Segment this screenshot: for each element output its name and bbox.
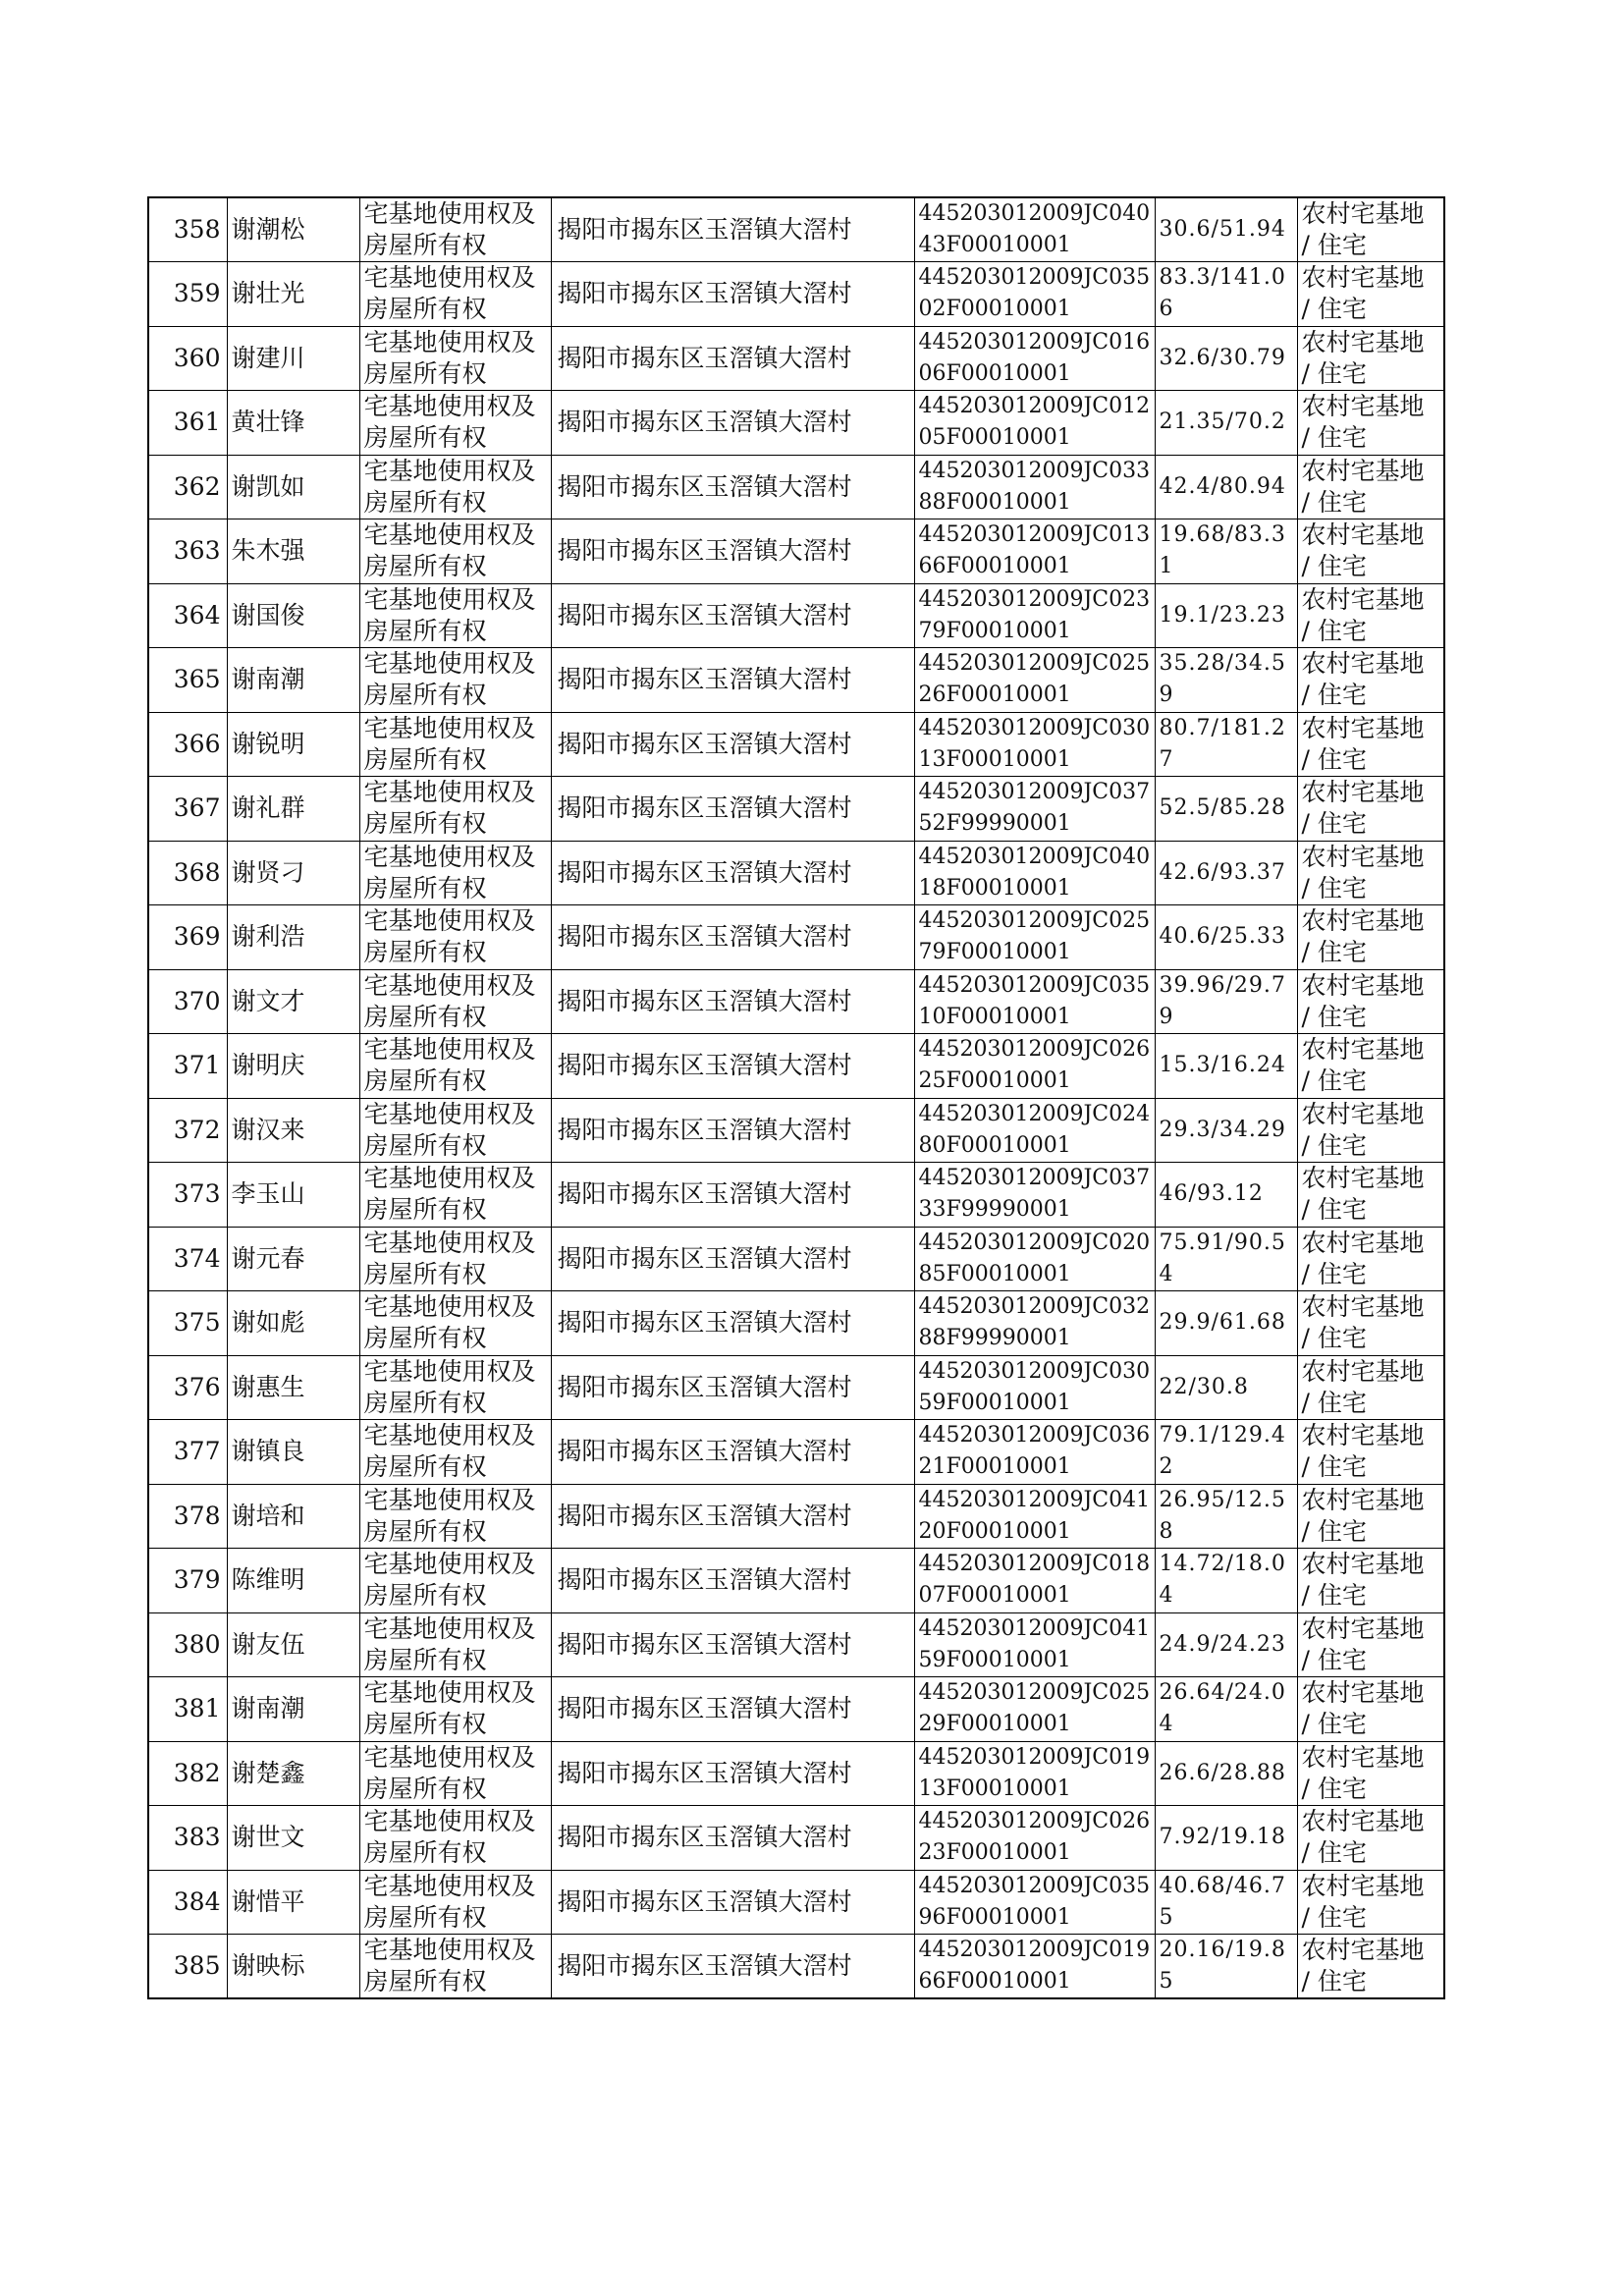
land-use: 农村宅基地 / 住宅 bbox=[1297, 197, 1444, 262]
area-value: 24.9/24.23 bbox=[1155, 1612, 1297, 1677]
table-row bbox=[148, 1870, 1444, 1935]
right-type: 宅基地使用权及房屋所有权 bbox=[359, 519, 551, 584]
area-value: 79.1/129.42 bbox=[1155, 1420, 1297, 1485]
owner-name: 陈维明 bbox=[227, 1549, 359, 1613]
row-number: 359 bbox=[148, 262, 227, 327]
owner-name: 谢明庆 bbox=[227, 1034, 359, 1099]
table-row bbox=[148, 326, 1444, 391]
unit-code: 445203012009JC01913F00010001 bbox=[914, 1741, 1155, 1806]
area-value: 26.6/28.88 bbox=[1155, 1741, 1297, 1806]
location: 揭阳市揭东区玉滘镇大滘村 bbox=[551, 1870, 914, 1935]
owner-name: 谢建川 bbox=[227, 326, 359, 391]
right-type: 宅基地使用权及房屋所有权 bbox=[359, 1741, 551, 1806]
row-number: 385 bbox=[148, 1935, 227, 1999]
owner-name: 谢礼群 bbox=[227, 777, 359, 842]
area-value: 29.9/61.68 bbox=[1155, 1291, 1297, 1356]
right-type: 宅基地使用权及房屋所有权 bbox=[359, 905, 551, 970]
location: 揭阳市揭东区玉滘镇大滘村 bbox=[551, 583, 914, 648]
unit-code: 445203012009JC03752F99990001 bbox=[914, 777, 1155, 842]
right-type: 宅基地使用权及房屋所有权 bbox=[359, 262, 551, 327]
land-use: 农村宅基地 / 住宅 bbox=[1297, 455, 1444, 519]
row-number: 374 bbox=[148, 1227, 227, 1291]
area-value: 26.64/24.04 bbox=[1155, 1677, 1297, 1742]
right-type: 宅基地使用权及房屋所有权 bbox=[359, 455, 551, 519]
land-use: 农村宅基地 / 住宅 bbox=[1297, 1098, 1444, 1163]
table-row bbox=[148, 1034, 1444, 1099]
area-value: 19.1/23.23 bbox=[1155, 583, 1297, 648]
location: 揭阳市揭东区玉滘镇大滘村 bbox=[551, 1420, 914, 1485]
owner-name: 谢壮光 bbox=[227, 262, 359, 327]
row-number: 377 bbox=[148, 1420, 227, 1485]
table-row bbox=[148, 1549, 1444, 1613]
right-type: 宅基地使用权及房屋所有权 bbox=[359, 1291, 551, 1356]
area-value: 80.7/181.27 bbox=[1155, 712, 1297, 777]
table-row bbox=[148, 777, 1444, 842]
unit-code: 445203012009JC01366F00010001 bbox=[914, 519, 1155, 584]
unit-code: 445203012009JC04159F00010001 bbox=[914, 1612, 1155, 1677]
area-value: 22/30.8 bbox=[1155, 1355, 1297, 1420]
registration-table bbox=[147, 196, 1445, 1999]
area-value: 21.35/70.2 bbox=[1155, 391, 1297, 456]
table-row bbox=[148, 1935, 1444, 1999]
unit-code: 445203012009JC04043F00010001 bbox=[914, 197, 1155, 262]
right-type: 宅基地使用权及房屋所有权 bbox=[359, 1806, 551, 1871]
owner-name: 黄壮锋 bbox=[227, 391, 359, 456]
location: 揭阳市揭东区玉滘镇大滘村 bbox=[551, 1612, 914, 1677]
location: 揭阳市揭东区玉滘镇大滘村 bbox=[551, 391, 914, 456]
area-value: 83.3/141.06 bbox=[1155, 262, 1297, 327]
location: 揭阳市揭东区玉滘镇大滘村 bbox=[551, 841, 914, 905]
area-value: 20.16/19.85 bbox=[1155, 1935, 1297, 1999]
location: 揭阳市揭东区玉滘镇大滘村 bbox=[551, 648, 914, 713]
owner-name: 朱木强 bbox=[227, 519, 359, 584]
location: 揭阳市揭东区玉滘镇大滘村 bbox=[551, 1741, 914, 1806]
row-number: 371 bbox=[148, 1034, 227, 1099]
location: 揭阳市揭东区玉滘镇大滘村 bbox=[551, 455, 914, 519]
right-type: 宅基地使用权及房屋所有权 bbox=[359, 777, 551, 842]
unit-code: 445203012009JC03510F00010001 bbox=[914, 969, 1155, 1034]
row-number: 379 bbox=[148, 1549, 227, 1613]
row-number: 367 bbox=[148, 777, 227, 842]
right-type: 宅基地使用权及房屋所有权 bbox=[359, 1098, 551, 1163]
owner-name: 李玉山 bbox=[227, 1163, 359, 1228]
land-use: 农村宅基地 / 住宅 bbox=[1297, 1741, 1444, 1806]
unit-code: 445203012009JC03733F99990001 bbox=[914, 1163, 1155, 1228]
area-value: 19.68/83.31 bbox=[1155, 519, 1297, 584]
land-use: 农村宅基地 / 住宅 bbox=[1297, 1484, 1444, 1549]
owner-name: 谢培和 bbox=[227, 1484, 359, 1549]
area-value: 7.92/19.18 bbox=[1155, 1806, 1297, 1871]
right-type: 宅基地使用权及房屋所有权 bbox=[359, 1870, 551, 1935]
right-type: 宅基地使用权及房屋所有权 bbox=[359, 712, 551, 777]
row-number: 384 bbox=[148, 1870, 227, 1935]
table-row bbox=[148, 583, 1444, 648]
owner-name: 谢锐明 bbox=[227, 712, 359, 777]
right-type: 宅基地使用权及房屋所有权 bbox=[359, 841, 551, 905]
land-use: 农村宅基地 / 住宅 bbox=[1297, 712, 1444, 777]
right-type: 宅基地使用权及房屋所有权 bbox=[359, 648, 551, 713]
unit-code: 445203012009JC02625F00010001 bbox=[914, 1034, 1155, 1099]
location: 揭阳市揭东区玉滘镇大滘村 bbox=[551, 1549, 914, 1613]
area-value: 52.5/85.28 bbox=[1155, 777, 1297, 842]
owner-name: 谢汉来 bbox=[227, 1098, 359, 1163]
right-type: 宅基地使用权及房屋所有权 bbox=[359, 1420, 551, 1485]
row-number: 358 bbox=[148, 197, 227, 262]
land-use: 农村宅基地 / 住宅 bbox=[1297, 1612, 1444, 1677]
owner-name: 谢如彪 bbox=[227, 1291, 359, 1356]
area-value: 14.72/18.04 bbox=[1155, 1549, 1297, 1613]
land-use: 农村宅基地 / 住宅 bbox=[1297, 1806, 1444, 1871]
owner-name: 谢国俊 bbox=[227, 583, 359, 648]
location: 揭阳市揭东区玉滘镇大滘村 bbox=[551, 969, 914, 1034]
table-row bbox=[148, 1355, 1444, 1420]
land-use: 农村宅基地 / 住宅 bbox=[1297, 1163, 1444, 1228]
area-value: 40.6/25.33 bbox=[1155, 905, 1297, 970]
owner-name: 谢潮松 bbox=[227, 197, 359, 262]
area-value: 15.3/16.24 bbox=[1155, 1034, 1297, 1099]
area-value: 40.68/46.75 bbox=[1155, 1870, 1297, 1935]
land-use: 农村宅基地 / 住宅 bbox=[1297, 1291, 1444, 1356]
right-type: 宅基地使用权及房屋所有权 bbox=[359, 1227, 551, 1291]
owner-name: 谢凯如 bbox=[227, 455, 359, 519]
unit-code: 445203012009JC02480F00010001 bbox=[914, 1098, 1155, 1163]
table-row bbox=[148, 1677, 1444, 1742]
unit-code: 445203012009JC01966F00010001 bbox=[914, 1935, 1155, 1999]
location: 揭阳市揭东区玉滘镇大滘村 bbox=[551, 1355, 914, 1420]
owner-name: 谢南潮 bbox=[227, 648, 359, 713]
owner-name: 谢元春 bbox=[227, 1227, 359, 1291]
table-row bbox=[148, 1612, 1444, 1677]
unit-code: 445203012009JC03596F00010001 bbox=[914, 1870, 1155, 1935]
location: 揭阳市揭东区玉滘镇大滘村 bbox=[551, 1677, 914, 1742]
row-number: 378 bbox=[148, 1484, 227, 1549]
area-value: 32.6/30.79 bbox=[1155, 326, 1297, 391]
right-type: 宅基地使用权及房屋所有权 bbox=[359, 583, 551, 648]
table-row bbox=[148, 712, 1444, 777]
row-number: 365 bbox=[148, 648, 227, 713]
area-value: 39.96/29.79 bbox=[1155, 969, 1297, 1034]
table-row bbox=[148, 969, 1444, 1034]
row-number: 366 bbox=[148, 712, 227, 777]
row-number: 360 bbox=[148, 326, 227, 391]
row-number: 362 bbox=[148, 455, 227, 519]
land-use: 农村宅基地 / 住宅 bbox=[1297, 1935, 1444, 1999]
location: 揭阳市揭东区玉滘镇大滘村 bbox=[551, 1098, 914, 1163]
land-use: 农村宅基地 / 住宅 bbox=[1297, 1355, 1444, 1420]
unit-code: 445203012009JC03621F00010001 bbox=[914, 1420, 1155, 1485]
unit-code: 445203012009JC02526F00010001 bbox=[914, 648, 1155, 713]
area-value: 42.4/80.94 bbox=[1155, 455, 1297, 519]
location: 揭阳市揭东区玉滘镇大滘村 bbox=[551, 1484, 914, 1549]
row-number: 373 bbox=[148, 1163, 227, 1228]
land-use: 农村宅基地 / 住宅 bbox=[1297, 969, 1444, 1034]
owner-name: 谢贤刁 bbox=[227, 841, 359, 905]
unit-code: 445203012009JC02379F00010001 bbox=[914, 583, 1155, 648]
row-number: 361 bbox=[148, 391, 227, 456]
row-number: 370 bbox=[148, 969, 227, 1034]
right-type: 宅基地使用权及房屋所有权 bbox=[359, 326, 551, 391]
unit-code: 445203012009JC03502F00010001 bbox=[914, 262, 1155, 327]
unit-code: 445203012009JC04018F00010001 bbox=[914, 841, 1155, 905]
row-number: 369 bbox=[148, 905, 227, 970]
location: 揭阳市揭东区玉滘镇大滘村 bbox=[551, 1227, 914, 1291]
location: 揭阳市揭东区玉滘镇大滘村 bbox=[551, 905, 914, 970]
land-use: 农村宅基地 / 住宅 bbox=[1297, 326, 1444, 391]
land-use: 农村宅基地 / 住宅 bbox=[1297, 583, 1444, 648]
table-row bbox=[148, 1098, 1444, 1163]
row-number: 364 bbox=[148, 583, 227, 648]
table-row bbox=[148, 1163, 1444, 1228]
owner-name: 谢利浩 bbox=[227, 905, 359, 970]
owner-name: 谢映标 bbox=[227, 1935, 359, 1999]
unit-code: 445203012009JC03288F99990001 bbox=[914, 1291, 1155, 1356]
land-use: 农村宅基地 / 住宅 bbox=[1297, 648, 1444, 713]
table-row bbox=[148, 1227, 1444, 1291]
land-use: 农村宅基地 / 住宅 bbox=[1297, 1227, 1444, 1291]
area-value: 35.28/34.59 bbox=[1155, 648, 1297, 713]
land-use: 农村宅基地 / 住宅 bbox=[1297, 1034, 1444, 1099]
land-use: 农村宅基地 / 住宅 bbox=[1297, 1420, 1444, 1485]
row-number: 363 bbox=[148, 519, 227, 584]
area-value: 75.91/90.54 bbox=[1155, 1227, 1297, 1291]
table-row bbox=[148, 519, 1444, 584]
area-value: 29.3/34.29 bbox=[1155, 1098, 1297, 1163]
right-type: 宅基地使用权及房屋所有权 bbox=[359, 197, 551, 262]
table-row bbox=[148, 1420, 1444, 1485]
right-type: 宅基地使用权及房屋所有权 bbox=[359, 391, 551, 456]
document-sheet bbox=[147, 196, 1445, 1999]
right-type: 宅基地使用权及房屋所有权 bbox=[359, 1935, 551, 1999]
table-row bbox=[148, 1291, 1444, 1356]
row-number: 380 bbox=[148, 1612, 227, 1677]
location: 揭阳市揭东区玉滘镇大滘村 bbox=[551, 326, 914, 391]
row-number: 368 bbox=[148, 841, 227, 905]
unit-code: 445203012009JC04120F00010001 bbox=[914, 1484, 1155, 1549]
row-number: 375 bbox=[148, 1291, 227, 1356]
land-use: 农村宅基地 / 住宅 bbox=[1297, 777, 1444, 842]
table-row bbox=[148, 262, 1444, 327]
right-type: 宅基地使用权及房屋所有权 bbox=[359, 1549, 551, 1613]
table-row bbox=[148, 391, 1444, 456]
owner-name: 谢友伍 bbox=[227, 1612, 359, 1677]
table-row bbox=[148, 455, 1444, 519]
land-use: 农村宅基地 / 住宅 bbox=[1297, 905, 1444, 970]
owner-name: 谢文才 bbox=[227, 969, 359, 1034]
right-type: 宅基地使用权及房屋所有权 bbox=[359, 1355, 551, 1420]
table-row bbox=[148, 841, 1444, 905]
right-type: 宅基地使用权及房屋所有权 bbox=[359, 1484, 551, 1549]
row-number: 383 bbox=[148, 1806, 227, 1871]
land-use: 农村宅基地 / 住宅 bbox=[1297, 1677, 1444, 1742]
right-type: 宅基地使用权及房屋所有权 bbox=[359, 1612, 551, 1677]
location: 揭阳市揭东区玉滘镇大滘村 bbox=[551, 1034, 914, 1099]
owner-name: 谢楚鑫 bbox=[227, 1741, 359, 1806]
land-use: 农村宅基地 / 住宅 bbox=[1297, 1549, 1444, 1613]
location: 揭阳市揭东区玉滘镇大滘村 bbox=[551, 777, 914, 842]
unit-code: 445203012009JC03388F00010001 bbox=[914, 455, 1155, 519]
owner-name: 谢镇良 bbox=[227, 1420, 359, 1485]
location: 揭阳市揭东区玉滘镇大滘村 bbox=[551, 197, 914, 262]
owner-name: 谢惠生 bbox=[227, 1355, 359, 1420]
table-body bbox=[148, 197, 1444, 1998]
right-type: 宅基地使用权及房屋所有权 bbox=[359, 969, 551, 1034]
location: 揭阳市揭东区玉滘镇大滘村 bbox=[551, 1806, 914, 1871]
owner-name: 谢世文 bbox=[227, 1806, 359, 1871]
unit-code: 445203012009JC02579F00010001 bbox=[914, 905, 1155, 970]
row-number: 382 bbox=[148, 1741, 227, 1806]
land-use: 农村宅基地 / 住宅 bbox=[1297, 519, 1444, 584]
row-number: 381 bbox=[148, 1677, 227, 1742]
location: 揭阳市揭东区玉滘镇大滘村 bbox=[551, 1291, 914, 1356]
area-value: 42.6/93.37 bbox=[1155, 841, 1297, 905]
land-use: 农村宅基地 / 住宅 bbox=[1297, 1870, 1444, 1935]
location: 揭阳市揭东区玉滘镇大滘村 bbox=[551, 262, 914, 327]
area-value: 26.95/12.58 bbox=[1155, 1484, 1297, 1549]
unit-code: 445203012009JC03059F00010001 bbox=[914, 1355, 1155, 1420]
unit-code: 445203012009JC01807F00010001 bbox=[914, 1549, 1155, 1613]
table-row bbox=[148, 648, 1444, 713]
unit-code: 445203012009JC01606F00010001 bbox=[914, 326, 1155, 391]
right-type: 宅基地使用权及房屋所有权 bbox=[359, 1677, 551, 1742]
unit-code: 445203012009JC01205F00010001 bbox=[914, 391, 1155, 456]
table-row bbox=[148, 1806, 1444, 1871]
location: 揭阳市揭东区玉滘镇大滘村 bbox=[551, 1163, 914, 1228]
land-use: 农村宅基地 / 住宅 bbox=[1297, 841, 1444, 905]
land-use: 农村宅基地 / 住宅 bbox=[1297, 262, 1444, 327]
unit-code: 445203012009JC03013F00010001 bbox=[914, 712, 1155, 777]
row-number: 372 bbox=[148, 1098, 227, 1163]
table-row bbox=[148, 905, 1444, 970]
land-use: 农村宅基地 / 住宅 bbox=[1297, 391, 1444, 456]
unit-code: 445203012009JC02623F00010001 bbox=[914, 1806, 1155, 1871]
table-row bbox=[148, 1741, 1444, 1806]
unit-code: 445203012009JC02085F00010001 bbox=[914, 1227, 1155, 1291]
location: 揭阳市揭东区玉滘镇大滘村 bbox=[551, 1935, 914, 1999]
right-type: 宅基地使用权及房屋所有权 bbox=[359, 1034, 551, 1099]
area-value: 30.6/51.94 bbox=[1155, 197, 1297, 262]
unit-code: 445203012009JC02529F00010001 bbox=[914, 1677, 1155, 1742]
row-number: 376 bbox=[148, 1355, 227, 1420]
owner-name: 谢南潮 bbox=[227, 1677, 359, 1742]
owner-name: 谢惜平 bbox=[227, 1870, 359, 1935]
location: 揭阳市揭东区玉滘镇大滘村 bbox=[551, 519, 914, 584]
table-row bbox=[148, 1484, 1444, 1549]
table-row bbox=[148, 197, 1444, 262]
area-value: 46/93.12 bbox=[1155, 1163, 1297, 1228]
location: 揭阳市揭东区玉滘镇大滘村 bbox=[551, 712, 914, 777]
right-type: 宅基地使用权及房屋所有权 bbox=[359, 1163, 551, 1228]
